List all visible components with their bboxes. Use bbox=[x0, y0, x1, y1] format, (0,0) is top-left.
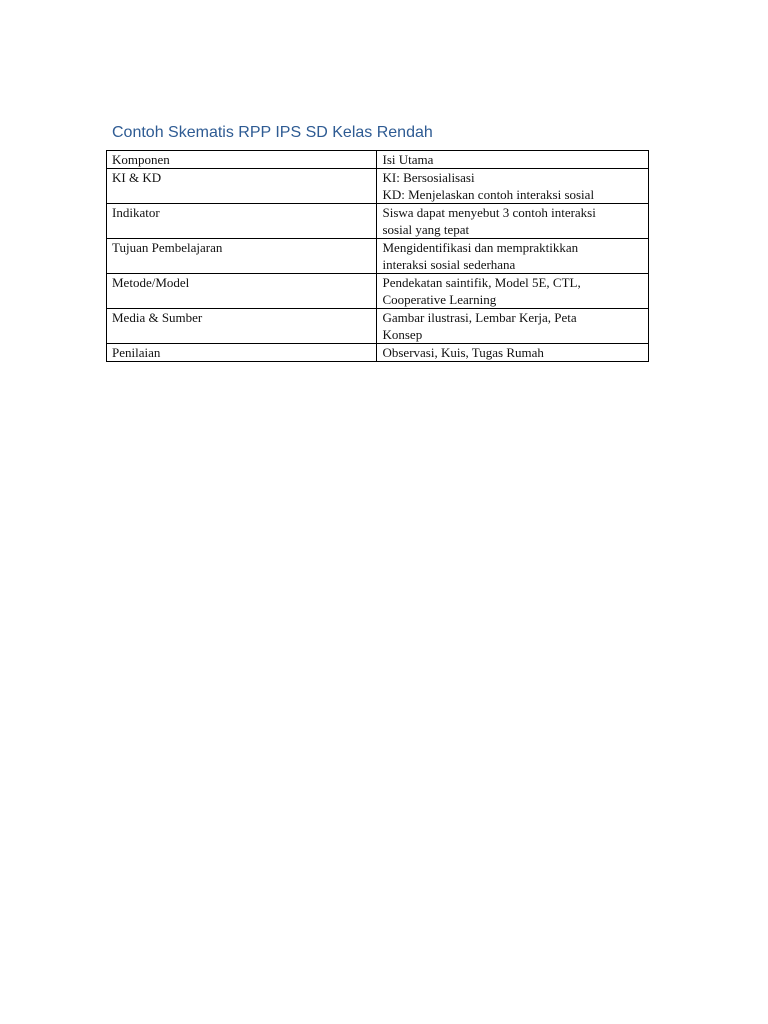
row-isi-cell bbox=[377, 204, 649, 239]
row-komponen-cell: Tujuan Pembelajaran bbox=[107, 239, 377, 274]
row-komponen-cell: Indikator bbox=[107, 204, 377, 239]
row-isi-cell bbox=[377, 169, 649, 204]
table-row bbox=[107, 309, 649, 344]
row-isi-cell bbox=[377, 239, 649, 274]
row-komponen-cell: Metode/Model bbox=[107, 274, 377, 309]
isi-line: Mengidentifikasi dan mempraktikkan bbox=[382, 240, 579, 255]
table-row bbox=[107, 274, 649, 309]
rpp-table bbox=[106, 150, 649, 362]
table-row bbox=[107, 239, 649, 274]
header-cell-komponen: Komponen bbox=[107, 151, 377, 169]
isi-line: Cooperative Learning bbox=[382, 292, 497, 307]
isi-line: sosial yang tepat bbox=[382, 222, 470, 237]
isi-line: Gambar ilustrasi, Lembar Kerja, Peta bbox=[382, 310, 577, 325]
isi-line: interaksi sosial sederhana bbox=[382, 257, 516, 272]
isi-line: KD: Menjelaskan contoh interaksi sosial bbox=[382, 187, 595, 202]
isi-line: Konsep bbox=[382, 327, 423, 342]
table-header-row bbox=[107, 151, 649, 169]
isi-line: Observasi, Kuis, Tugas Rumah bbox=[382, 345, 544, 360]
row-komponen-cell: Media & Sumber bbox=[107, 309, 377, 344]
isi-line: KI: Bersosialisasi bbox=[382, 170, 475, 185]
table-row bbox=[107, 204, 649, 239]
row-isi-cell bbox=[377, 309, 649, 344]
row-komponen-cell: KI & KD bbox=[107, 169, 377, 204]
row-komponen-cell: Penilaian bbox=[107, 344, 377, 362]
table-row bbox=[107, 169, 649, 204]
page-title: Contoh Skematis RPP IPS SD Kelas Rendah bbox=[112, 124, 433, 141]
row-isi-cell bbox=[377, 344, 649, 362]
header-cell-isi-utama: Isi Utama bbox=[377, 151, 649, 169]
row-isi-cell bbox=[377, 274, 649, 309]
table-row bbox=[107, 344, 649, 362]
isi-line: Siswa dapat menyebut 3 contoh interaksi bbox=[382, 205, 596, 220]
isi-line: Pendekatan saintifik, Model 5E, CTL, bbox=[382, 275, 581, 290]
